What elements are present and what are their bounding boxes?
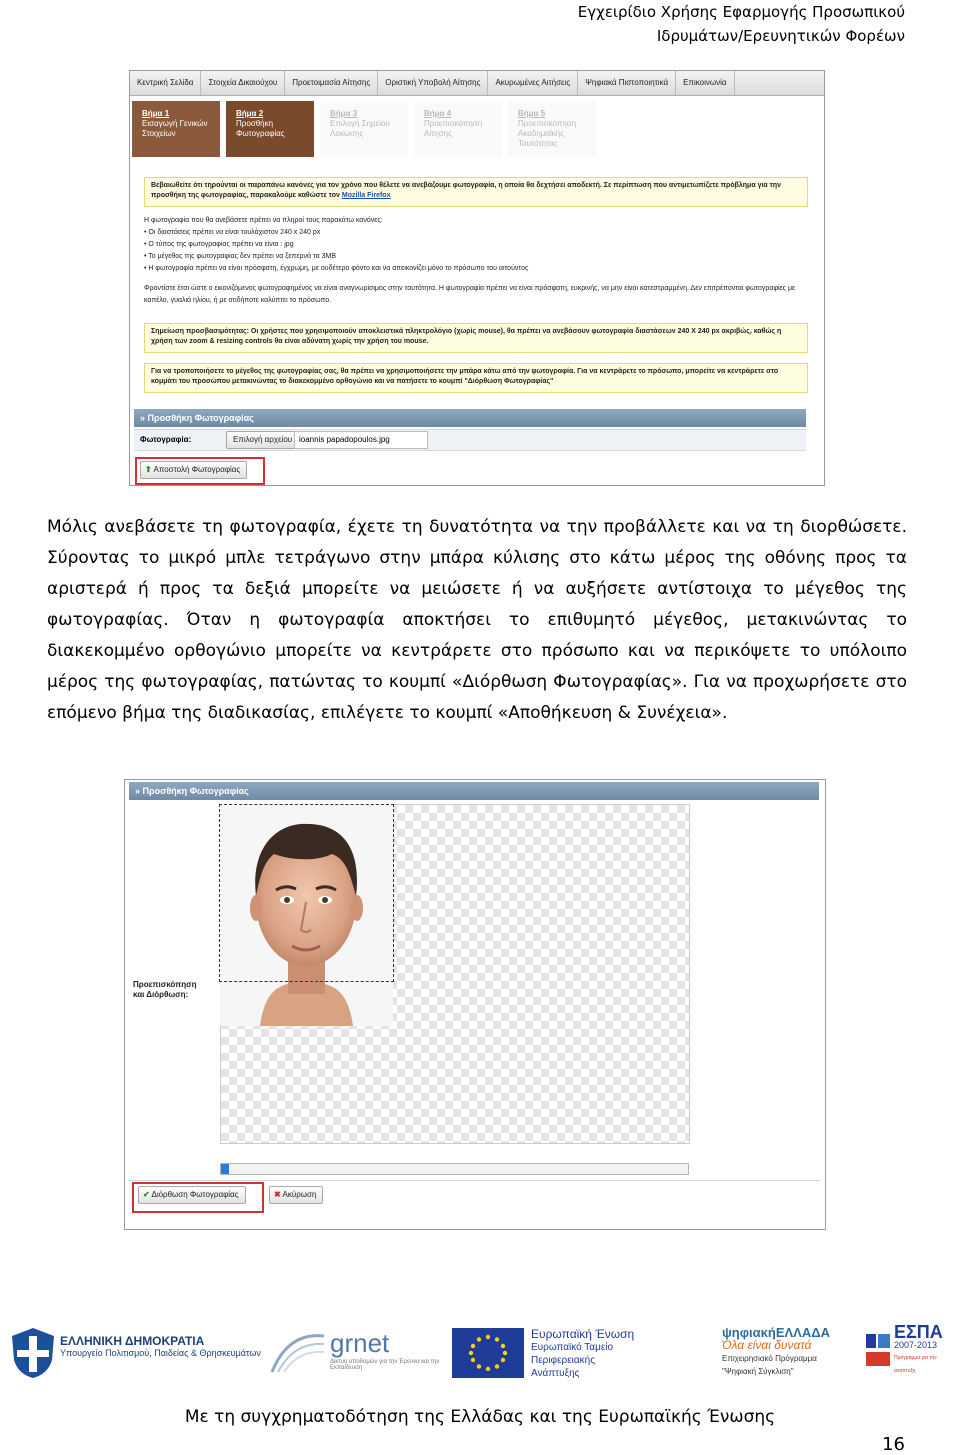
cancel-label: Ακύρωση [282,1190,317,1199]
step-4-text: Προεπισκόπηση Αίτησης [424,119,483,138]
browser-notice-text: Βεβαιωθείτε ότι τηρούνται οι παραπάνω κανόνες για τον χρόνο που θέλετε να ανεβάζουμε φωτογραφία, η οποία θα δεχτήσει αποδεκτή. Σε περίπτωση που αντιμετωπίζετε πρόβλημα για την προσθήκη της φωτογραφίας, παρακαλούμε καθώστε τον [151,182,781,199]
funding-logos [0,1322,960,1384]
logo-eu [531,1328,634,1380]
step-3-title: Βήμα 3 [330,109,358,118]
step-5-text: Προεπισκόπηση Ακαδημαϊκής Ταυτότητας [518,119,577,148]
resize-hint [144,363,808,393]
espa-flags-icon [864,1330,894,1370]
nav-cancelled-applications[interactable]: Ακυρωμένες Αιτήσεις [488,71,578,95]
step-1-title: Βήμα 1 [142,109,170,118]
greek-emblem-icon [8,1326,58,1380]
logo5-line2: 2007-2013 [894,1340,938,1350]
logo3-line3: Περιφερειακής [531,1355,596,1366]
rules-intro: Η φωτογραφία που θα ανεβάσετε πρέπει να πληροί τους παρακάτω κανόνες: [144,217,383,224]
logo4-line3: Επιχειρησιακό Πρόγραμμα [722,1354,817,1363]
logo-digital-greece [722,1326,830,1378]
photo-field-row [134,429,806,451]
step-1-text: Εισαγωγή Γενικών Στοιχείων [142,119,208,138]
instruction-paragraph: Μόλις ανεβάσετε τη φωτογραφία, έχετε τη δυνατότητα να την προβάλλετε και να τη διορθώσετε. Σύροντας το μικρό μπλε τετράγωνο στην μπάρα κύλισης στο κάτω μέρος της οθόνης προς τα αριστερά ή προς τα δεξιά μπορείτε να μειώσετε ή να αυξήσετε αντίστοιχα το μέγεθος της φωτογραφίας. Όταν η φωτογραφία αποκτήσει το επιθυμητό μέγεθος, μετακινώντας το διακεκομμένο ορθογώνιο μπορείτε να κεντράρετε στο πρόσωπο και να περικόψετε το υπόλοιπο μέρος της φωτογραφίας, πατώντας το κουμπί «Διόρθωση Φωτογραφίας». Για να προχωρήσετε στο επόμενο βήμα της διαδικασίας, επιλέγετε το κουμπί «Αποθήκευση & Συνέχεια». [47,517,907,723]
preview-label: Προεπισκόπηση και Διόρθωση: [133,980,197,999]
step-2[interactable] [226,101,314,157]
logo2-text: grnet [330,1328,390,1358]
step-2-title: Βήμα 2 [236,109,264,118]
section-bar-2: » Προσθήκη Φωτογραφίας [129,782,819,800]
firefox-link[interactable]: Mozilla Firefox [341,192,391,199]
nav-contact[interactable]: Επικοινωνία [676,71,734,95]
nav-final-submission[interactable]: Οριστική Υποβολή Αίτησης [378,71,488,95]
fix-photo-label: Διόρθωση Φωτογραφίας [151,1190,239,1199]
wizard-steps [132,101,602,157]
logo3-line1: Ευρωπαϊκή Ένωση [531,1327,635,1341]
rule-4-text: Η φωτογραφία πρέπει να είναι πρόσφατη, έγχρωμη, με ουδέτερο φόντο και να απεικονίζει μόνο το πρόσωπο του αιτούντος [148,265,529,272]
nav-prepare-application[interactable]: Προετοιμασία Αίτησης [285,71,378,95]
divider [129,1180,821,1181]
crop-rectangle[interactable] [219,804,394,982]
rule-1: • Οι διαστάσεις πρέπει να είναι τουλάχιστον 240 x 240 px [144,229,321,236]
accessibility-notice [144,323,808,353]
logo4-line2: Όλα είναι δυνατά [722,1338,812,1352]
upload-screenshot [129,70,825,486]
file-name-field[interactable]: ioannis papadopoulos.jpg [294,431,428,449]
nav-home[interactable]: Κεντρική Σελίδα [130,71,201,95]
accessibility-text: Σημείωση προσβασιμότητας: Οι χρήστες που χρησιμοποιούν αποκλειστικά πληκτρολόγιο (χωρίς mouse), θα πρέπει να ανεβάσουν φωτογραφία διαστάσεων 240 X 240 px ακριβώς, καθώς η χρήση των zoom & resizing controls θα είναι αδύνατη χωρίς την χρήση του mouse. [151,328,782,345]
logo5-line1: ΕΣΠΑ [894,1322,943,1342]
rule-3: • Το μέγεθος της φωτογραφίας δεν πρέπει να ξεπερνά τα 3MB [144,253,336,260]
logo3-line4: Ανάπτυξης [531,1368,580,1379]
logo-espa [894,1322,956,1378]
crop-screenshot [124,779,826,1230]
rule-2-text: Ο τύπος της φωτογραφίας πρέπει να είναι : jpg [148,241,294,248]
rule-1-text: Οι διαστάσεις πρέπει να είναι τουλάχιστον 240 x 240 px [148,229,321,236]
step-2-text: Προσθήκη Φωτογραφίας [236,119,285,138]
cancel-button[interactable] [269,1186,323,1204]
step-3 [320,101,408,157]
logo3-line2: Ευρωπαϊκό Ταμείο [531,1342,614,1353]
document-header [578,0,905,48]
upload-photo-button[interactable] [140,461,247,479]
cancel-icon: ✖ [274,1190,281,1199]
top-navigation [130,71,824,96]
logo-greek-republic [60,1334,261,1358]
cofunding-credit: Με τη συγχρηματοδότηση της Ελλάδας και της Ευρωπαϊκής Ένωσης [184,1407,776,1427]
photo-note: Φροντίστε έτσι ώστε ο εικονιζόμενος φωτογραφημένος να είναι αναγνωρίσιμος στην ταυτότητα. Η φωτογραφία πρέπει να είναι πρόσφατη, ευκρινής, να μην είναι κατεστραμμένη. Δεν επιτρέπονται φωτογραφίες με καπέλο, γυαλιά ηλίου, ή με οτιδήποτε καλύπτει το πρόσωπο. [144,285,796,304]
step-1[interactable] [132,101,220,157]
slider-knob[interactable] [221,1164,229,1174]
choose-file-button[interactable]: Επιλογή αρχείου [226,431,299,449]
logo4-line1: ψηφιακήΕΛΛΑΔΑ [722,1325,830,1340]
logo1-line1: ΕΛΛΗΝΙΚΗ ΔΗΜΟΚΡΑΤΙΑ [60,1334,205,1348]
step-5-title: Βήμα 5 [518,109,546,118]
photo-field-label: Φωτογραφία: [140,435,192,444]
nav-digital-certificates[interactable]: Ψηφιακά Πιστοποιητικά [578,71,676,95]
rule-2: • Ο τύπος της φωτογραφίας πρέπει να είναι : jpg [144,241,294,248]
rule-3-text: Το μέγεθος της φωτογραφίας δεν πρέπει να ξεπερνά τα 3MB [148,253,336,260]
rules-box [144,215,808,307]
zoom-slider[interactable] [220,1163,689,1175]
header-line-1: Εγχειρίδιο Χρήσης Εφαρμογής Προσωπικού [577,3,905,21]
grnet-swirl-icon [268,1328,328,1376]
logo2-sub: Δίκτυο υποδομών για την Έρευνα και την Εκπαίδευση [330,1359,440,1371]
check-icon: ✔ [143,1190,150,1199]
page-number: 16 [882,1434,905,1455]
step-3-text: Επιλογή Σημείου Λακωσης [330,119,390,138]
header-line-2: Ιδρυμάτων/Ερευνητικών Φορέων [656,27,905,45]
logo4-line4: "Ψηφιακή Σύγκλιση" [722,1367,794,1376]
logo-grnet [330,1328,460,1371]
resize-hint-text: Για να τροποποιήσετε το μέγεθος της φωτογραφίας σας, θα πρέπει να χρησιμοποιήσετε την μπάρα κάτω από την φωτογραφία. Για να κεντράρετε το πρόσωπο, μπορείτε να κεντράρετε στο κομμάτι του προσώπου μετακινώντας το διακεκομμένο ορθογώνιο και να πατήσετε το κουμπί "Διόρθωση Φωτογραφίας" [151,368,779,385]
upload-arrow-icon: ⬆ [145,465,152,474]
rule-4: • Η φωτογραφία πρέπει να είναι πρόσφατη, έγχρωμη, με ουδέτερο φόντο και να απεικονίζει μόνο το πρόσωπο του αιτούντος [144,265,529,272]
step-4 [414,101,502,157]
logo5-line3: Πρόγραμμα για την ανάπτυξη [894,1355,937,1374]
browser-notice [144,177,808,207]
nav-beneficiary[interactable]: Στοιχεία Δικαιούχου [201,71,285,95]
upload-photo-label: Αποστολή Φωτογραφίας [153,465,241,474]
step-4-title: Βήμα 4 [424,109,452,118]
section-bar: » Προσθήκη Φωτογραφίας [134,409,806,427]
logo1-line2: Υπουργείο Πολιτισμού, Παιδείας & Θρησκευμάτων [60,1348,261,1358]
step-5 [508,101,596,157]
fix-photo-button[interactable] [138,1186,246,1204]
eu-flag-icon [452,1328,524,1378]
